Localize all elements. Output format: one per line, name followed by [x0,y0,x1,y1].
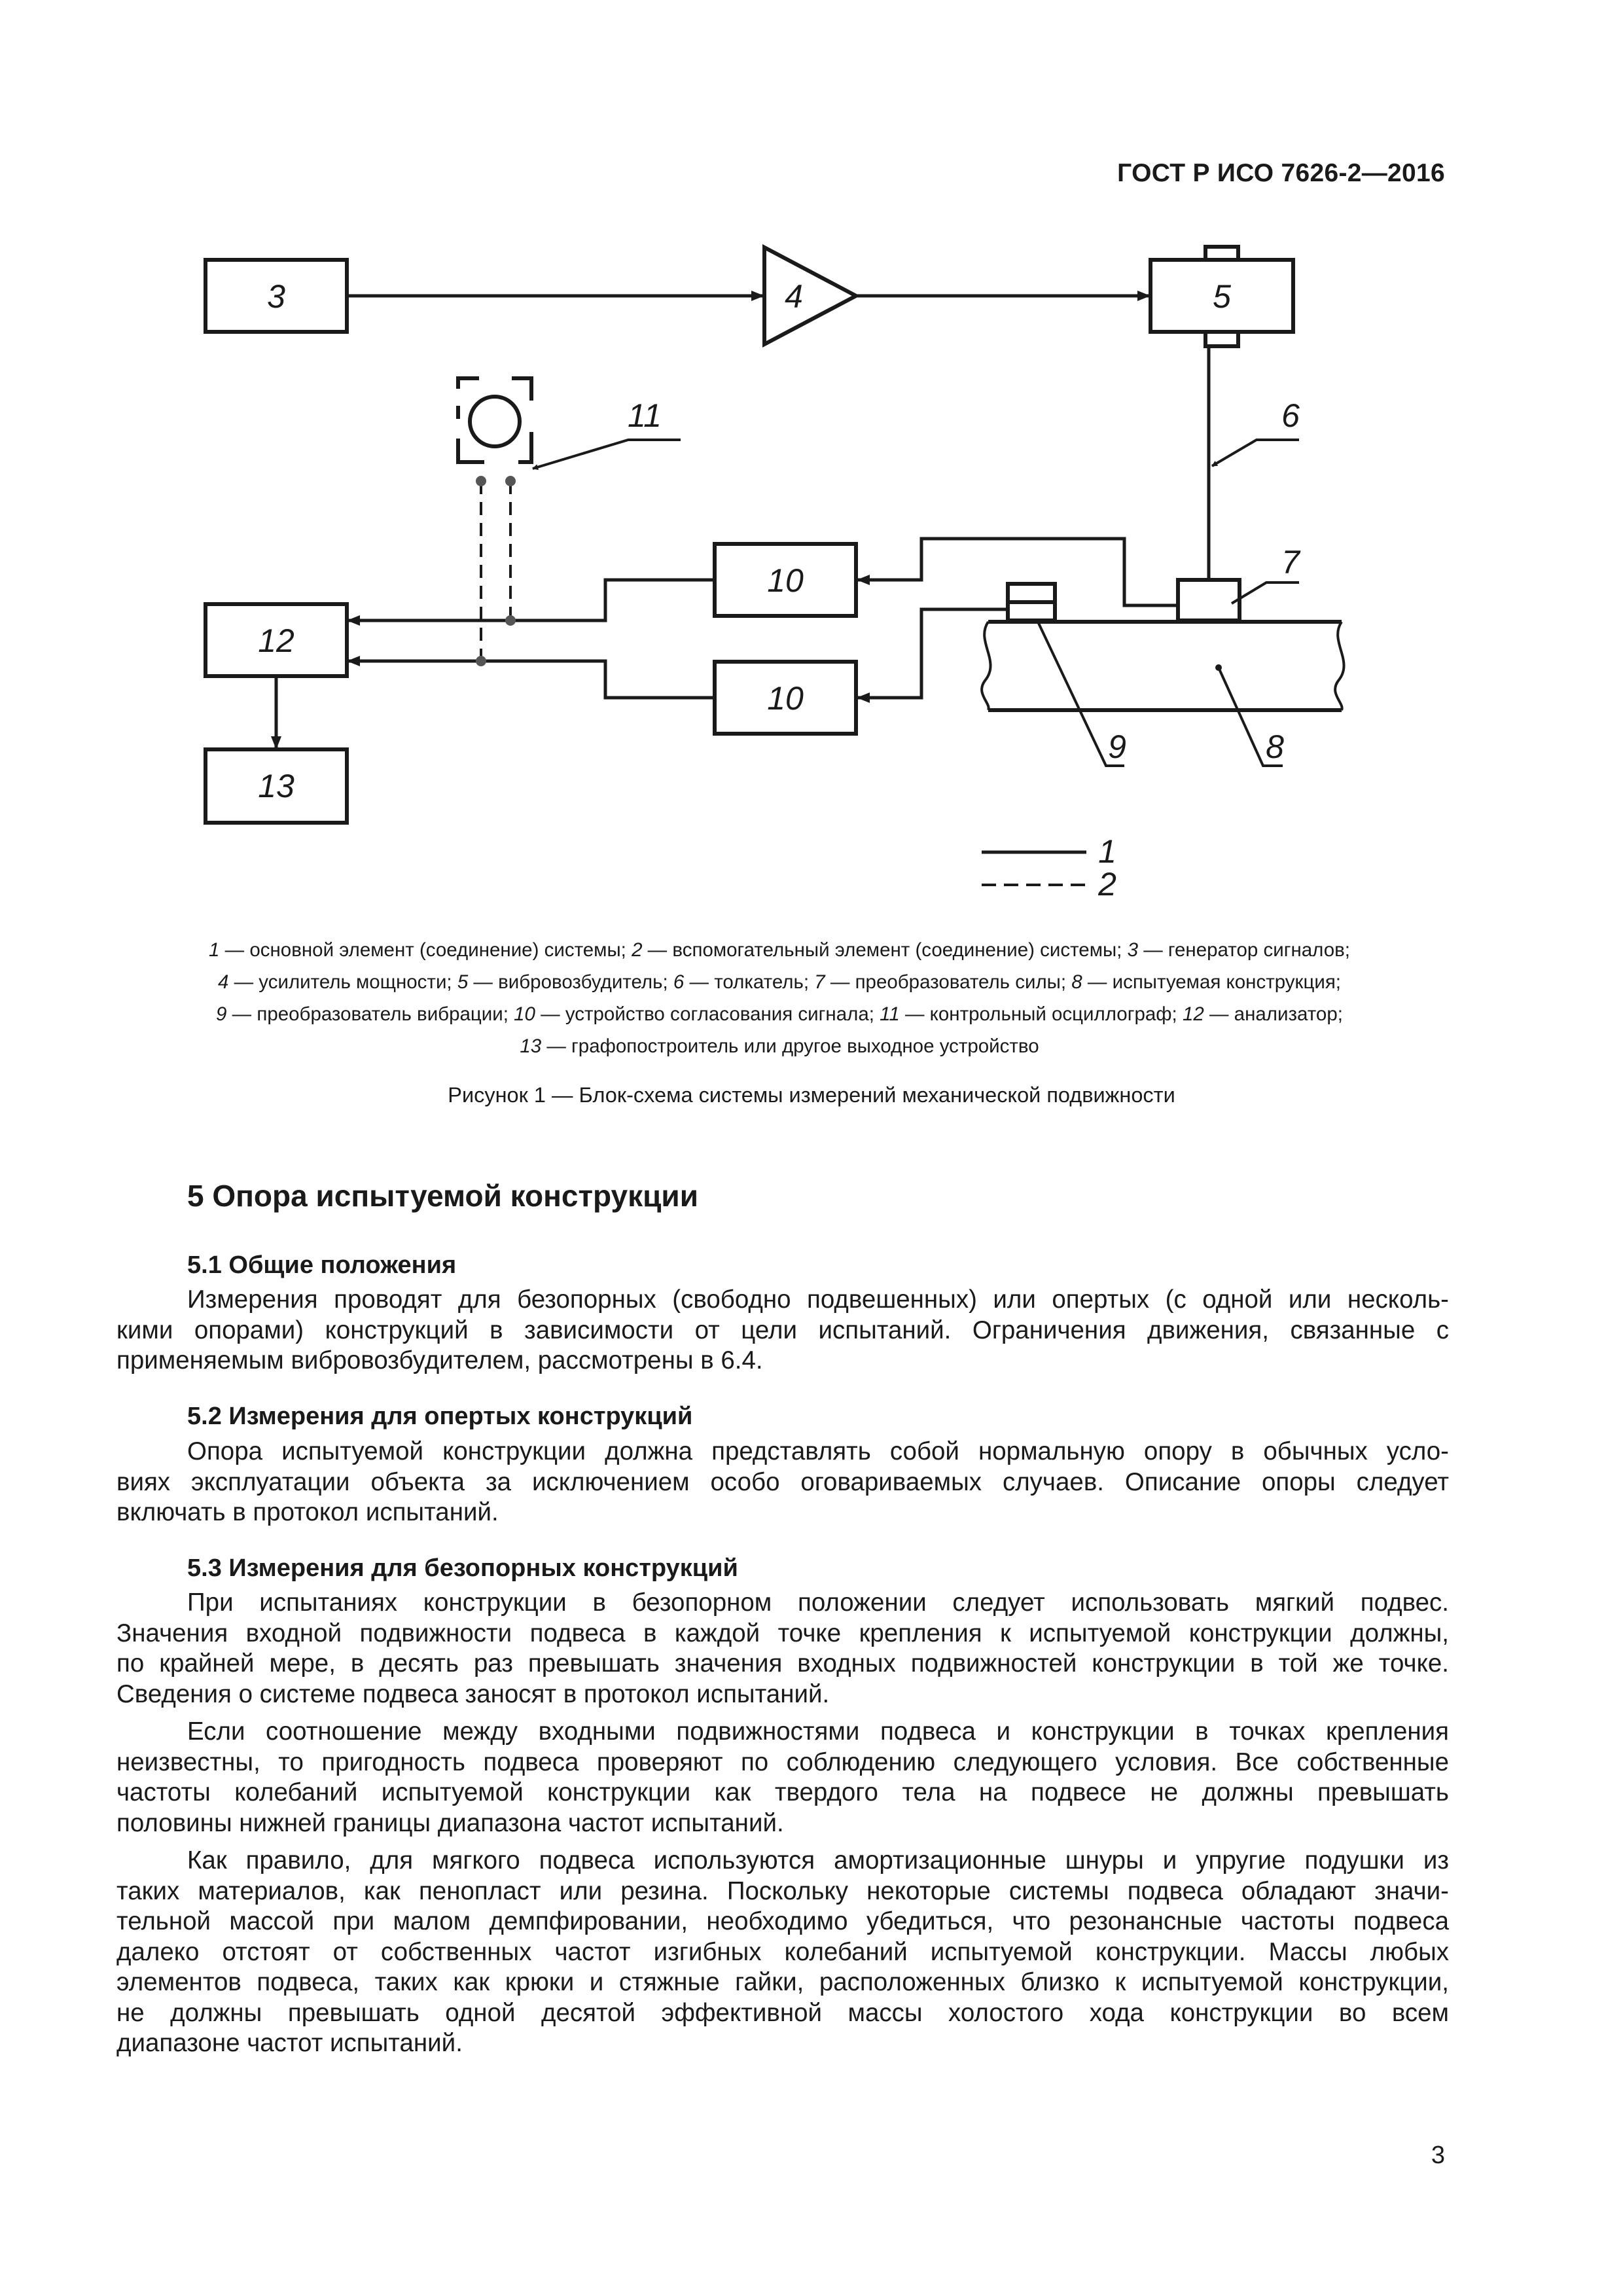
paragraph-line: неизвестны, то пригодность подвеса проверяют по соблюдению следующего условия. Все собственные [116,1748,1449,1776]
paragraph-line: кими опорами) конструкций в зависимости от цели испытаний. Ограничения движения, связанные с [116,1316,1449,1344]
legend-text: — усилитель мощности; [228,971,457,993]
paragraph-line: виях эксплуатации объекта за исключением особо оговариваемых случаев. Описание опоры следует [116,1467,1449,1496]
legend-text: — преобразователь силы; [825,971,1072,993]
paragraph-line: Как правило, для мягкого подвеса используются амортизационные шнуры и упругие подушки из [187,1846,1449,1874]
legend-number: 8 [1071,971,1082,993]
legend-text: — преобразователь вибрации; [226,1003,514,1025]
label-10-bottom: 10 [767,680,804,717]
paragraph-line: Опора испытуемой конструкции должна представлять собой нормальную опору в обычных усло- [187,1437,1449,1465]
document-code-header: ГОСТ Р ИСО 7626-2—2016 [1117,159,1445,187]
paragraph-5-3-2 [116,1717,1449,1839]
legend-text: — графопостроитель или другое выходное устройство [541,1035,1039,1057]
section-title: 5 Опора испытуемой конструкции [187,1179,698,1213]
legend-number: 4 [217,971,229,993]
legend-number: 7 [814,971,825,993]
legend-text: — генератор сигналов; [1138,939,1350,961]
paragraph-line: элементов подвеса, таких как крюки и стяжные гайки, расположенных близко к испытуемой конструкции, [116,1968,1449,1996]
legend-line [122,1030,1437,1062]
paragraph-line: Значения входной подвижности подвеса в каждой точке крепления к испытуемой конструкции должны, [116,1619,1449,1647]
legend-number: 3 [1127,939,1138,961]
paragraph-line: половины нижней границы диапазона частот испытаний. [116,1808,784,1837]
paragraph-line: включать в протокол испытаний. [116,1498,499,1526]
legend-line [122,998,1437,1030]
figure-legend [122,934,1437,1062]
legend-number: 6 [673,971,685,993]
legend-number: 10 [514,1003,535,1025]
subsection-5-2-title: 5.2 Измерения для опертых конструкций [187,1403,693,1430]
legend-number: 1 [209,939,220,961]
legend-number: 9 [216,1003,227,1025]
paragraph-line: При испытаниях конструкции в безопорном положении следует использовать мягкий подвес. [187,1588,1449,1617]
paragraph-5-1 [116,1285,1449,1376]
legend-text: — контрольный осциллограф; [899,1003,1183,1025]
page-number: 3 [1431,2142,1445,2169]
paragraph-line: не должны превышать одной десятой эффективной массы холостого хода конструкции во всем [116,1998,1449,2027]
label-5: 5 [1213,278,1231,315]
label-9: 9 [1108,728,1126,765]
block-force-transducer [1178,580,1240,620]
legend-line [122,934,1437,966]
subsection-5-3-title: 5.3 Измерения для безопорных конструкций [187,1554,738,1582]
figure-caption: Рисунок 1 — Блок-схема системы измерений механической подвижности [448,1083,1175,1107]
label-6: 6 [1281,397,1300,434]
legend-number: 12 [1182,1003,1204,1025]
paragraph-5-3-3 [116,1846,1449,2059]
block-diagram [0,0,1623,929]
label-8: 8 [1266,728,1284,765]
label-11: 11 [628,397,662,434]
label-7: 7 [1281,544,1300,581]
legend-number: 11 [880,1003,900,1025]
legend-number: 5 [457,971,469,993]
legend-text: — основной элемент (соединение) системы; [219,939,632,961]
label-4: 4 [785,278,803,315]
legend-number: 13 [520,1035,542,1057]
paragraph-line: Измерения проводят для безопорных (свободно подвешенных) или опертых (с одной или несколь- [187,1285,1449,1314]
legend-text: — испытуемая конструкция; [1082,971,1342,993]
legend-label-2: 2 [1098,866,1116,903]
paragraph-5-2 [116,1437,1449,1528]
paragraph-line: Сведения о системе подвеса заносят в протокол испытаний. [116,1679,830,1708]
paragraph-line: по крайней мере, в десять раз превышать значения входных подвижностей конструкции в той же точке. [116,1649,1449,1677]
legend-line [122,966,1437,998]
paragraph-line: далеко отстоят от собственных частот изгибных колебаний испытуемой конструкции. Массы любых [116,1937,1449,1966]
legend-number: 2 [632,939,643,961]
subsection-5-1-title: 5.1 Общие положения [187,1251,457,1279]
label-10-top: 10 [767,562,804,599]
paragraph-line: таких материалов, как пенопласт или резина. Поскольку некоторые системы подвеса обладают значи- [116,1876,1449,1905]
legend-text: — вибровозбудитель; [468,971,673,993]
legend-text: — устройство согласования сигнала; [535,1003,880,1025]
label-3: 3 [267,278,285,315]
paragraph-line: тельной массой при малом демпфировании, необходимо убедиться, что резонансные частоты подвеса [116,1907,1449,1935]
paragraph-line: частоты колебаний испытуемой конструкции как твердого тела на подвесе не должны превышать [116,1778,1449,1806]
paragraph-line: диапазоне частот испытаний. [116,2029,463,2057]
paragraph-line: Если соотношение между входными подвижностями подвеса и конструкции в точках крепления [187,1717,1449,1746]
paragraph-5-3-1 [116,1588,1449,1710]
legend-text: — толкатель; [684,971,815,993]
paragraph-line: применяемым вибровозбудителем, рассмотрены в 6.4. [116,1346,763,1374]
legend-text: — анализатор; [1204,1003,1343,1025]
label-12: 12 [258,622,294,659]
block-power-amplifier [764,247,856,344]
legend-text: — вспомогательный элемент (соединение) системы; [642,939,1128,961]
legend-label-1: 1 [1098,833,1116,870]
label-13: 13 [258,768,294,804]
